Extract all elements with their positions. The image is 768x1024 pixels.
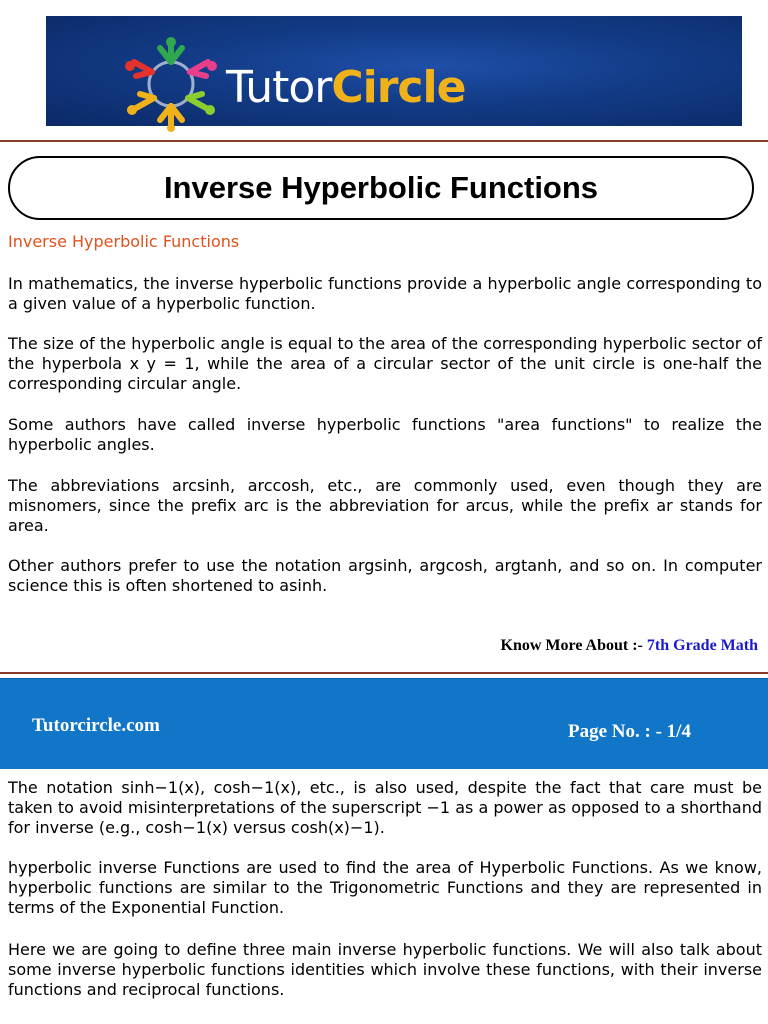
paragraph-5: Other authors prefer to use the notation argsinh, argcosh, argtanh, and so on. In computer science this is often shortened to asinh. (8, 556, 762, 595)
section-subtitle: Inverse Hyperbolic Functions (8, 232, 240, 251)
paragraph-2: The size of the hyperbolic angle is equal to the area of the corresponding hyperbolic sector of the hyperbola x y = 1, while the area of a circular sector of the unit circle is one-half the corresponding circular angle. (8, 334, 762, 393)
paragraph-3: Some authors have called inverse hyperbolic functions "area functions" to realize the hyperbolic angles. (8, 415, 762, 454)
know-more-label: Know More About :- (500, 637, 643, 654)
title-box (8, 156, 754, 220)
brand-word-circle: Circle (331, 62, 466, 113)
paragraph-1: In mathematics, the inverse hyperbolic functions provide a hyperbolic angle corresponding to a given value of a hyperbolic function. (8, 274, 762, 313)
brand-wordmark (226, 60, 465, 116)
tutorcircle-logo-icon (116, 36, 226, 132)
brand-word-tutor: Tutor (226, 62, 332, 113)
brand-banner (46, 16, 742, 126)
paragraph-6: The notation sinh−1(x), cosh−1(x), etc., is also used, despite the fact that care must be taken to avoid misinterpretations of the superscript −1 as a power as opposed to a shorthand for inverse (e.g., cosh−1(x) versus cosh(x)−1). (8, 778, 762, 837)
footer-page-number: Page No. : - 1/4 (568, 721, 691, 742)
paragraph-8: Here we are going to define three main inverse hyperbolic functions. We will also talk about some inverse hyperbolic functions identities which involve these functions, with their inverse functions and reciprocal functions. (8, 940, 762, 999)
page-title: Inverse Hyperbolic Functions (163, 170, 599, 205)
footer-site-link[interactable]: Tutorcircle.com (32, 715, 160, 736)
paragraph-7: hyperbolic inverse Functions are used to find the area of Hyperbolic Functions. As we know, hyperbolic functions are similar to the Trigonometric Functions and they are represented in terms of the Exponential Function. (8, 858, 762, 917)
header-divider (0, 140, 768, 142)
paragraph-4: The abbreviations arcsinh, arccosh, etc., are commonly used, even though they are misnomers, since the prefix arc is the abbreviation for arcus, while the prefix ar stands for area. (8, 476, 762, 535)
page-footer (0, 678, 768, 769)
know-more-link[interactable]: 7th Grade Math (646, 637, 758, 654)
know-more (501, 637, 758, 655)
footer-divider (0, 672, 768, 674)
